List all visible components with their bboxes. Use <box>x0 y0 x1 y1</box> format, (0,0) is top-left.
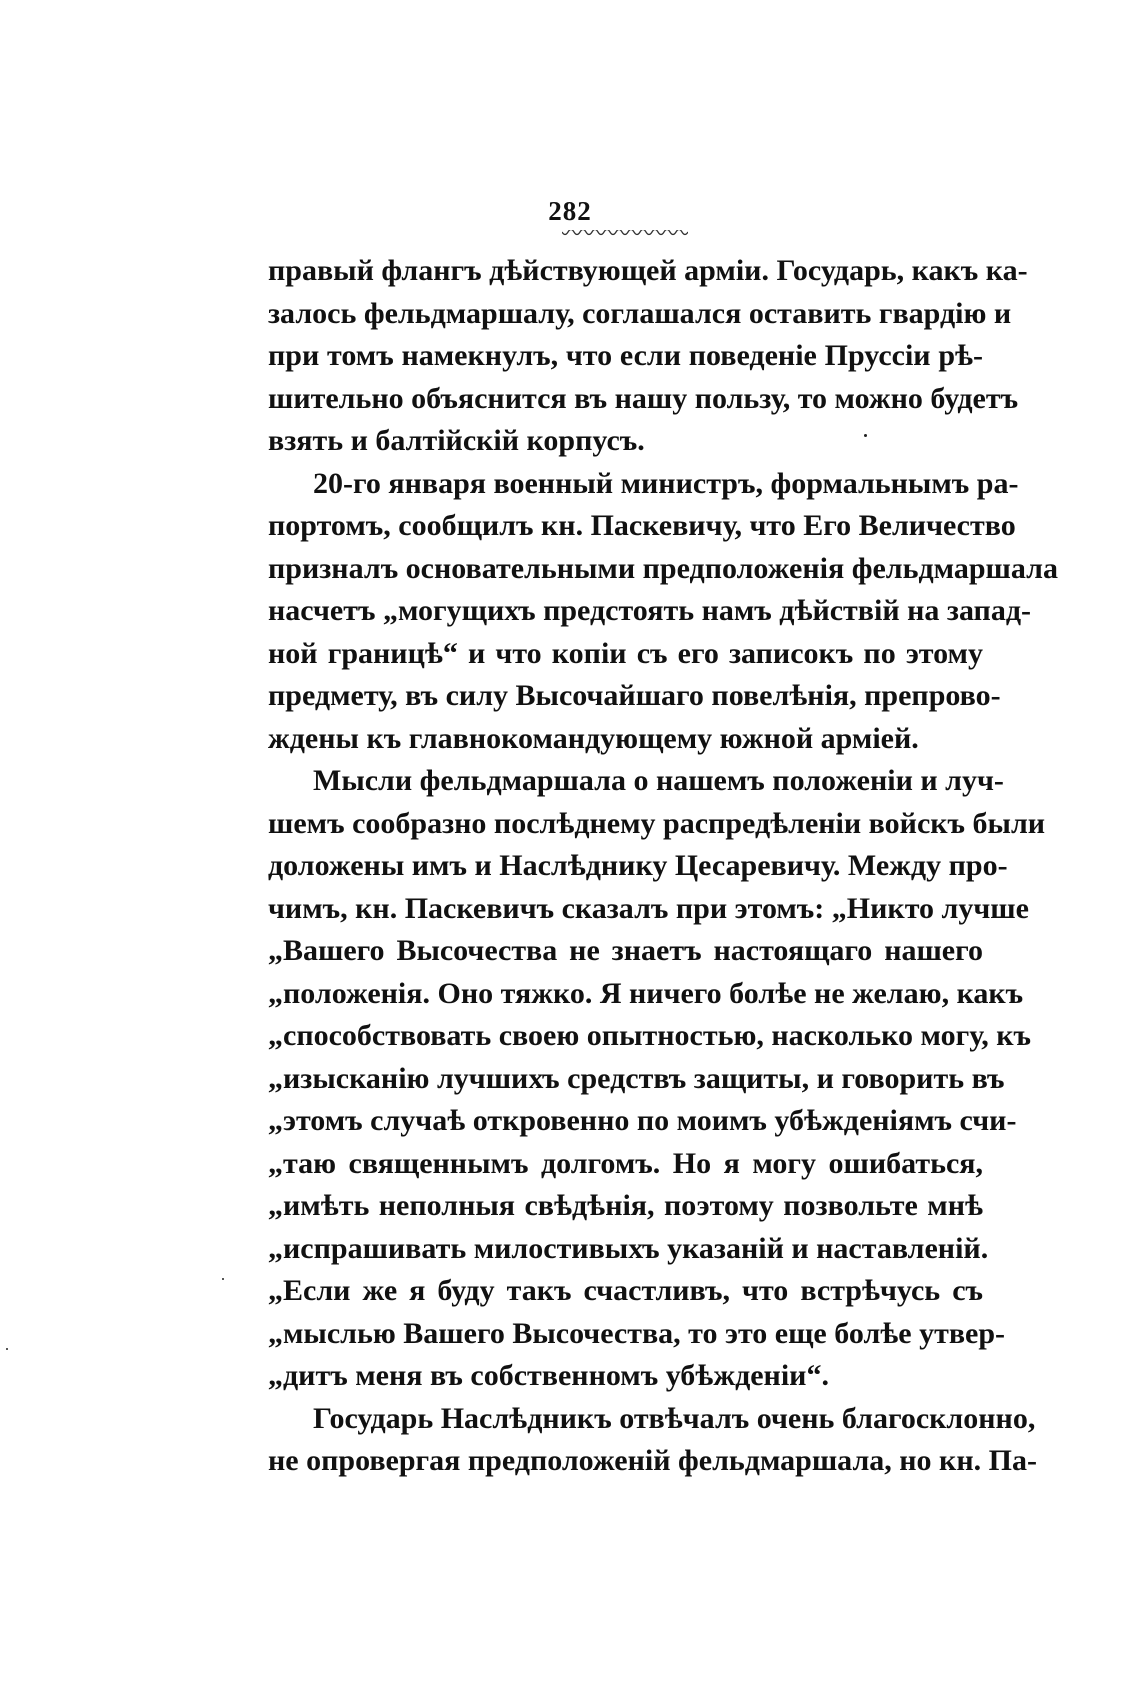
text-line: Мысли фельдмаршала о нашемъ положеніи и луч- <box>313 764 1004 797</box>
text-line: „мыслью Вашего Высочества, то это еще болѣе утвер- <box>268 1316 1006 1350</box>
text-line: 20-го января военный министръ, формальнымъ ра- <box>313 466 1019 500</box>
paragraph-4 <box>268 1398 1037 1483</box>
text-line: Государь Наслѣдникъ отвѣчалъ очень благосклонно, <box>313 1401 1036 1435</box>
page-number: 282 <box>548 196 592 226</box>
text-line: призналъ основательными предположенія фельдмаршала <box>268 551 1058 585</box>
text-line: насчетъ „могущихъ предстоять намъ дѣйствій на запад- <box>268 594 1032 627</box>
page-number-rule <box>562 230 688 238</box>
body-text <box>268 250 1058 1483</box>
text-line: чимъ, кн. Паскевичъ сказалъ при этомъ: „Никто лучше <box>268 891 1029 925</box>
text-line: не опровергая предположеній фельдмаршала, но кн. Па- <box>268 1444 1037 1477</box>
text-line: правый флангъ дѣйствующей арміи. Государь, какъ ка- <box>268 254 1028 287</box>
text-line: залось фельдмаршалу, соглашался оставить гвардію и <box>268 296 1012 330</box>
text-line: „таю священнымъ долгомъ. Но я могу ошибаться, <box>268 1146 983 1180</box>
text-line: взять и балтійскій корпусъ. <box>268 424 645 457</box>
text-line: „этомъ случаѣ откровенно по моимъ убѣжденіямъ счи- <box>268 1104 1017 1137</box>
paragraph-3 <box>268 760 1046 1398</box>
text-line: „положенія. Оно тяжко. Я ничего болѣе не желаю, какъ <box>268 976 1024 1010</box>
text-line: предмету, въ силу Высочайшаго повелѣнія, препрово- <box>268 679 1001 712</box>
text-line: „имѣть неполныя свѣдѣнія, поэтому позвольте мнѣ <box>268 1189 983 1222</box>
text-line: при томъ намекнулъ, что если поведеніе Пруссіи рѣ- <box>268 339 983 372</box>
text-line: „испрашивать милостивыхъ указаній и наставленій. <box>268 1231 989 1265</box>
text-line: „Если же я буду такъ счастливъ, что встрѣчусь съ <box>268 1274 983 1307</box>
text-line: „дитъ меня въ собственномъ убѣжденіи“. <box>268 1359 829 1392</box>
paragraph-2 <box>268 463 1058 761</box>
text-line: шемъ сообразно послѣднему распредѣленіи войскъ были <box>268 806 1046 840</box>
text-line: „Вашего Высочества не знаетъ настоящаго нашего <box>268 934 983 967</box>
text-line: ной границѣ“ и что копіи съ его записокъ по этому <box>268 636 983 670</box>
text-line: портомъ, сообщилъ кн. Паскевичу, что Его Величество <box>268 509 1016 542</box>
text-line: доложены имъ и Наслѣднику Цесаревичу. Между про- <box>268 849 1008 882</box>
ink-speck <box>864 434 867 437</box>
text-line: „способствовать своею опытностью, насколько могу, къ <box>268 1019 1031 1052</box>
text-line: шительно объяснится въ нашу пользу, то можно будетъ <box>268 381 1019 415</box>
ink-speck <box>222 1278 224 1280</box>
text-line: „изысканію лучшихъ средствъ защиты, и говорить въ <box>268 1061 1005 1095</box>
ink-speck <box>6 1348 8 1350</box>
paragraph-1 <box>268 250 1028 463</box>
text-line: ждены къ главнокомандующему южной арміей. <box>268 721 919 755</box>
